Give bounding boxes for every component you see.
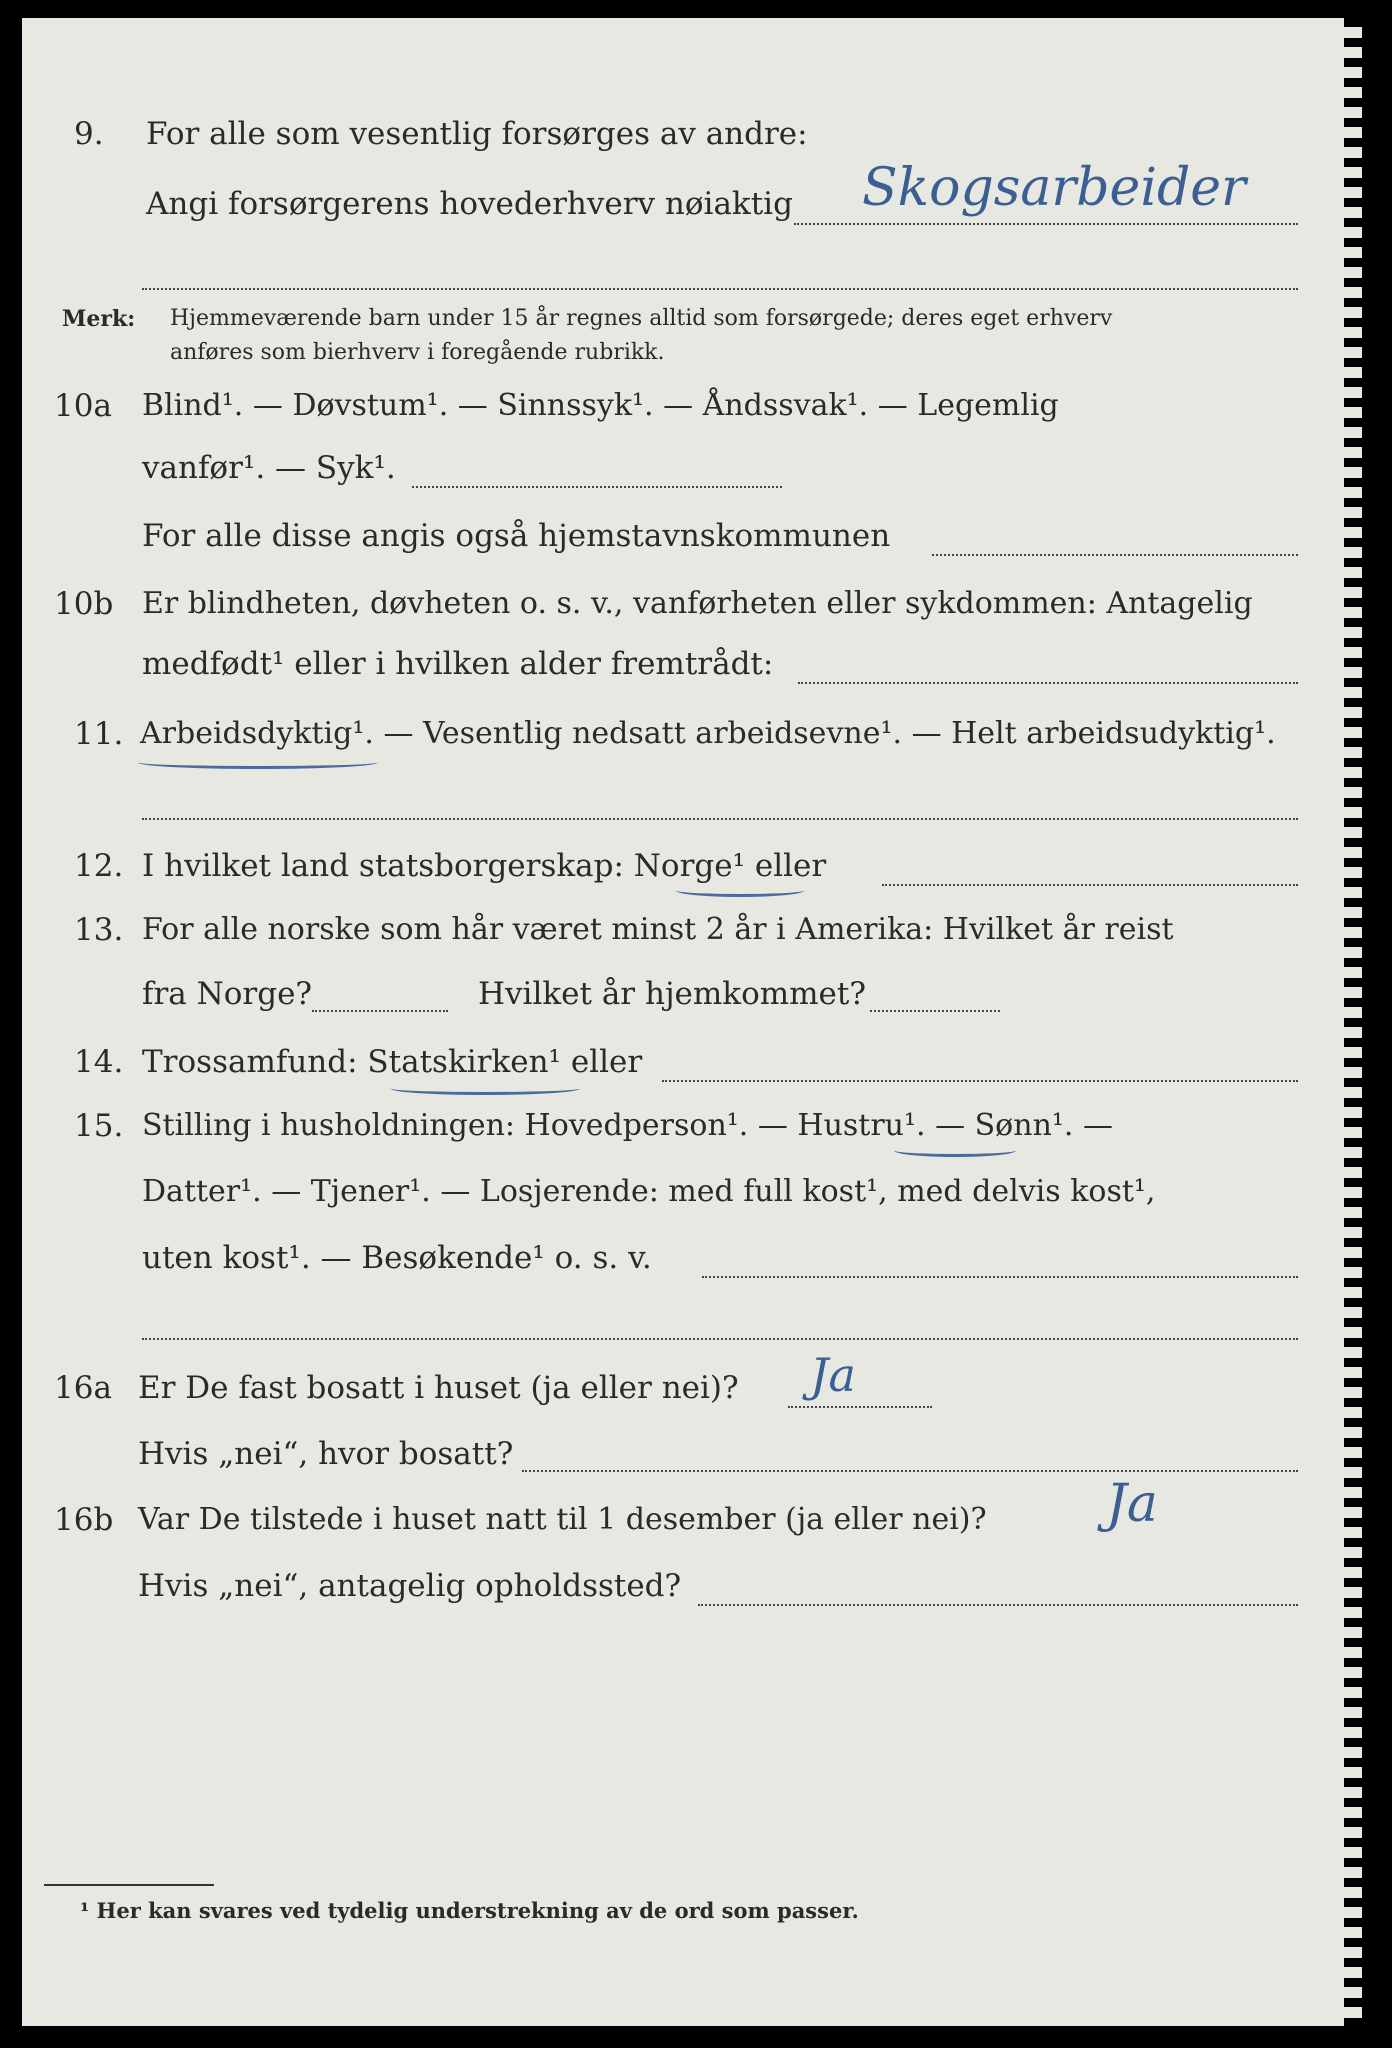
answer-line bbox=[882, 884, 1298, 886]
answer-line bbox=[794, 223, 1298, 225]
question-number: 11. bbox=[74, 716, 124, 752]
question-number: 16b bbox=[54, 1502, 114, 1538]
answer-line bbox=[522, 1470, 1298, 1472]
answer-line bbox=[702, 1276, 1298, 1278]
question-text: For alle som vesentlig forsørges av andre: bbox=[146, 116, 808, 152]
question-text: uten kost¹. — Besøkende¹ o. s. v. bbox=[142, 1240, 652, 1276]
answer-underline bbox=[894, 1144, 1016, 1157]
answer-underline bbox=[676, 884, 804, 897]
question-number: 10a bbox=[54, 388, 112, 424]
answer-line bbox=[312, 1010, 448, 1012]
question-text: Blind¹. — Døvstum¹. — Sinnssyk¹. — Åndssvak¹. — Legemlig bbox=[142, 388, 1059, 423]
question-text: For alle norske som hår været minst 2 år i Amerika: Hvilket år reist bbox=[142, 912, 1174, 947]
question-text: Var De tilstede i huset natt til 1 desember (ja eller nei)? bbox=[138, 1502, 987, 1537]
question-text: Er De fast bosatt i huset (ja eller nei)? bbox=[138, 1370, 739, 1406]
question-text: For alle disse angis også hjemstavnskommunen bbox=[142, 518, 891, 554]
question-number: 13. bbox=[74, 912, 124, 948]
note-label: Merk: bbox=[62, 306, 136, 332]
answer-line bbox=[932, 554, 1298, 556]
handwritten-answer: Skogsarbeider bbox=[862, 158, 1246, 218]
bleed-through bbox=[782, 788, 790, 816]
question-text: medfødt¹ eller i hvilken alder fremtrådt: bbox=[142, 646, 774, 682]
question-number: 15. bbox=[74, 1108, 124, 1144]
question-text: Er blindheten, døvheten o. s. v., vanførheten eller sykdommen: Antagelig bbox=[142, 586, 1253, 621]
question-text: Angi forsørgerens hovederhverv nøiaktig bbox=[146, 186, 793, 222]
question-number: 12. bbox=[74, 848, 124, 884]
question-text: Arbeidsdyktig¹. — Vesentlig nedsatt arbeidsevne¹. — Helt arbeidsudyktig¹. bbox=[140, 716, 1276, 751]
question-text: Datter¹. — Tjener¹. — Losjerende: med full kost¹, med delvis kost¹, bbox=[142, 1174, 1156, 1209]
census-form-page bbox=[22, 18, 1362, 2026]
answer-line bbox=[142, 818, 1298, 820]
note-text: anføres som bierhverv i foregående rubrikk. bbox=[170, 340, 665, 365]
answer-underline bbox=[138, 756, 378, 769]
question-text: Trossamfund: Statskirken¹ eller bbox=[142, 1044, 643, 1080]
question-text: fra Norge? bbox=[142, 976, 313, 1012]
note-text: Hjemmeværende barn under 15 år regnes alltid som forsørgede; deres eget erhverv bbox=[170, 306, 1113, 331]
page-edge bbox=[1344, 18, 1362, 2026]
question-number: 16a bbox=[54, 1370, 112, 1406]
question-number: 9. bbox=[74, 116, 104, 152]
question-text: vanfør¹. — Syk¹. bbox=[142, 450, 396, 486]
answer-line bbox=[870, 1010, 1000, 1012]
answer-line bbox=[142, 288, 1298, 290]
answer-line bbox=[662, 1080, 1298, 1082]
handwritten-answer: Ja bbox=[1106, 1474, 1158, 1534]
answer-underline bbox=[390, 1082, 580, 1095]
question-number: 14. bbox=[74, 1044, 124, 1080]
footnote-rule bbox=[44, 1884, 214, 1886]
answer-line bbox=[798, 682, 1298, 684]
question-text: Hvis „nei“, hvor bosatt? bbox=[138, 1436, 514, 1472]
handwritten-answer: Ja bbox=[810, 1348, 856, 1402]
footnote: ¹ Her kan svares ved tydelig understrekning av de ord som passer. bbox=[80, 1898, 859, 1923]
question-text: Hvis „nei“, antagelig opholdssted? bbox=[138, 1568, 682, 1604]
question-text: I hvilket land statsborgerskap: Norge¹ eller bbox=[142, 848, 827, 884]
question-text: Stilling i husholdningen: Hovedperson¹. — Hustru¹. — Sønn¹. — bbox=[142, 1108, 1113, 1143]
answer-line bbox=[412, 486, 782, 488]
answer-line bbox=[788, 1406, 932, 1408]
answer-line bbox=[142, 1338, 1298, 1340]
answer-line bbox=[698, 1604, 1298, 1606]
question-text: Hvilket år hjemkommet? bbox=[478, 976, 866, 1012]
question-number: 10b bbox=[54, 586, 114, 622]
